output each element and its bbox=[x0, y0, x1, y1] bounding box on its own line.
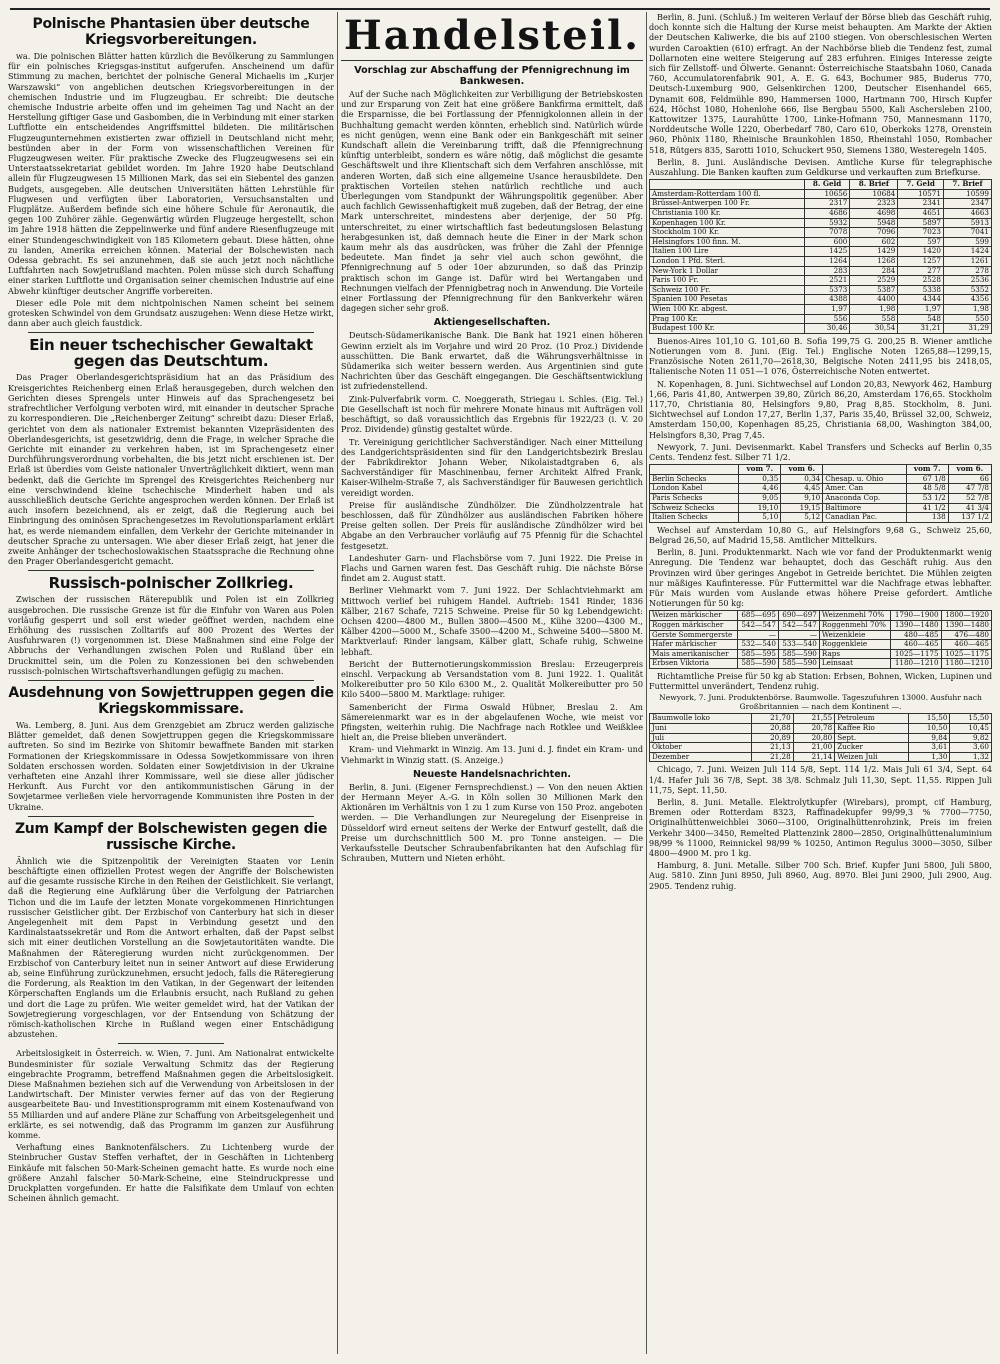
newyork-cell: 137 1/2 bbox=[948, 513, 991, 523]
cotton-table bbox=[649, 713, 992, 762]
article-title-pfennig: Vorschlag zur Abschaffung der Pfennigrechnung im Bankwesen. bbox=[354, 65, 630, 87]
devisen-col-header bbox=[650, 180, 805, 190]
devisen-cell: 2347 bbox=[943, 199, 991, 209]
devisen-cell: 277 bbox=[898, 266, 944, 276]
cotton-cell: 3,61 bbox=[908, 743, 950, 753]
cotton-cell: 15,50 bbox=[908, 714, 950, 724]
devisen-row bbox=[650, 209, 992, 219]
devisen-cell: 278 bbox=[943, 266, 991, 276]
devisen-cell: 558 bbox=[850, 314, 898, 324]
produce-cell: 532—540 bbox=[738, 640, 779, 650]
cotton-cell: Dezember bbox=[650, 752, 752, 762]
produce-cell: Roggenkleie bbox=[819, 640, 890, 650]
devisen-cell: 2536 bbox=[943, 276, 991, 286]
newyork-exchange: Newyork, 7. Juni. Devisenmarkt. Kabel Transfers und Schecks auf Berlin 0,35 Cents. Tendenz fest. Silber 71 1/2. bbox=[649, 441, 992, 462]
article-divider bbox=[28, 816, 314, 817]
devisen-cell: 1424 bbox=[943, 247, 991, 257]
newyork-col-header: vom 6. bbox=[948, 465, 991, 475]
devisen-cell: 7096 bbox=[850, 228, 898, 238]
devisen-cell: 1268 bbox=[850, 257, 898, 267]
cotton-cell: 21,70 bbox=[752, 714, 794, 724]
produce-market: Berlin, 8. Juni. Produktenmarkt. Nach wie vor fand der Produktenmarkt wenig Anregung. Die Tendenz war behauptet, doch das Geschäft ruhig. Aus den Provinzen wird über geringes Angebot in Getreide berichtet. Die Mühlen zeigten nur mäßiges Kaufinteresse. Für Futtermittel war die Nachfrage etwas lebhafter. Für Mais wurden vom Auslande etwas höhere Preise gefordert. Amtliche Notierungen für 50 kg: bbox=[649, 547, 992, 609]
produce-cell: 476—480 bbox=[941, 630, 991, 640]
column-right bbox=[649, 12, 992, 1354]
produce-cell: 460—465 bbox=[941, 640, 991, 650]
newyork-table-header bbox=[650, 465, 992, 475]
devisen-cell: 1257 bbox=[898, 257, 944, 267]
devisen-row bbox=[650, 228, 992, 238]
column-middle bbox=[341, 12, 643, 1354]
devisen-cell: 5897 bbox=[898, 218, 944, 228]
produce-cell: 690—697 bbox=[778, 611, 819, 621]
cotton-table-body bbox=[650, 714, 992, 762]
devisen-cell: 10571 bbox=[898, 189, 944, 199]
produce-notes: Richtamtliche Preise für 50 kg ab Station: Erbsen, Bohnen, Wicken, Lupinen und Futtermittel unverändert, Tendenz ruhig. bbox=[649, 670, 992, 692]
devisen-cell: 5338 bbox=[898, 285, 944, 295]
devisen-cell: 5387 bbox=[850, 285, 898, 295]
cotton-cell: Petroleum bbox=[835, 714, 909, 724]
produce-cell: Gerste Sommergerste bbox=[650, 630, 738, 640]
newyork-cell: 9,05 bbox=[739, 493, 781, 503]
cotton-cell: 10,45 bbox=[950, 723, 992, 733]
devisen-col-header: 7. Brief bbox=[943, 180, 991, 190]
produce-cell: 533—540 bbox=[778, 640, 819, 650]
cotton-cell: 21,55 bbox=[793, 714, 835, 724]
cotton-cell: Baumwolle loko bbox=[650, 714, 752, 724]
cotton-cell: 20,89 bbox=[752, 733, 794, 743]
article-text-church: Ähnlich wie die Spitzenpolitik der Vereinigten Staaten vor Lenin beschäftigte einen offiziellen Protest wegen der Angriffe der Bolschewisten auf die gesamte russische Kirche in den Reihen der Geistlichkeit. Sie verlangt, daß die Regierung eine Aufklärung über die Verfolgung der Patriarchen Tichon und die im Laufe der letzten Monate vorgekommenen Hinrichtungen russischer Geistlicher gibt. Der Erzbischof von Canterbury hat sich in dieser Angelegenheit mit dem Papst in Verbindung gesetzt und den Kardinalstaatssekretär und Rom die Antwort erhalten, daß der Papst selbst sich mit einer deutlichen Vorstellung an die Sowjetautoritäten wandte. Die Maßnahmen der Räteregierung wurden nicht zurückgenommen. Der Erzbischof von Canterbury leitet nun in seiner Antwort auf diese Erwiderung ab, seine Einführung zurückzunehmen, ersucht jedoch, falls die Räteregierung die Forderung, als Reaktion im den Vatikan, in der Gegenwart der leitenden Körperschaften Englands um die Erlaubnis ersucht, nach Rußland zu gehen und dort die Lage zu prüfen. Wie weiter gemeldet wird, hat der Vatikan der Sowjetregierung vorgeschlagen, vor der Entsendung von Schätzung der römisch-katholischen Kirche in Rußland wegen einer Entschädigung abzustehen. bbox=[8, 855, 334, 1040]
devisen-cell: 1261 bbox=[943, 257, 991, 267]
produce-cell: Mais amerikanischer bbox=[650, 649, 738, 659]
newyork-cell: Baltimore bbox=[823, 503, 907, 513]
devisen-cell: London 1 Pfd. Sterl. bbox=[650, 257, 805, 267]
cotton-cell: 21,28 bbox=[752, 752, 794, 762]
newyork-cell: 66 bbox=[948, 474, 991, 484]
devisen-cell: New-York 1 Dollar bbox=[650, 266, 805, 276]
devisen-cell: 2521 bbox=[804, 276, 850, 286]
devisen-cell: 5373 bbox=[804, 285, 850, 295]
news-bank: Deutsch-Südamerikanische Bank. Die Bank hat 1921 einen höheren Gewinn erzielt als im Vorjahre und wird 20 Proz. (10 Proz.) Dividende ausschütten. Die Bank erwartet, daß die Währungsverhältnisse in Südamerika sich weiter bessern werden. Aus Argentinien sind gute Nachrichten über das Geschäft eingegangen. Die Geschäftsentwicklung ist zufriedenstellend. bbox=[341, 330, 643, 392]
produce-cell: Roggenmehl 70% bbox=[819, 620, 890, 630]
devisen-cell: 4388 bbox=[804, 295, 850, 305]
produce-cell: 1390—1480 bbox=[891, 620, 941, 630]
produce-table-body bbox=[650, 611, 992, 669]
devisen-cell: 2528 bbox=[898, 276, 944, 286]
devisen-row bbox=[650, 276, 992, 286]
metals-berlin: Berlin, 8. Juni. Metalle. Elektrolytkupfer (Wirebars), prompt, cif Hamburg, Bremen oder Rotterdam 8323, Raffinadekupfer 99/99,3 % 7700—7750, Originalhüttenweichblei 3060—3100, Originalhüttenrohzink, Preis im freien Verkehr 3400—3450, Remelted Plattenzink 2800—2850, Originalhüttenaluminium 98/99 % 11000, Reinnickel 98/99 % 10250, Antimon Regulus 3000—3050, Silber 4800—4900 M. pro 1 kg. bbox=[649, 796, 992, 858]
section-subhead-latest: Neueste Handelsnachrichten. bbox=[412, 768, 572, 780]
produce-cell: 460—465 bbox=[891, 640, 941, 650]
devisen-cell: 1,98 bbox=[850, 304, 898, 314]
devisen-cell: 4356 bbox=[943, 295, 991, 305]
newyork-cell: 19,10 bbox=[739, 503, 781, 513]
column-divider-2 bbox=[646, 12, 647, 1354]
devisen-cell: Schweiz 100 Fr. bbox=[650, 285, 805, 295]
section-subhead-companies: Aktiengesellschaften. bbox=[433, 317, 551, 329]
cotton-cell: 9,84 bbox=[908, 733, 950, 743]
article-title-polish-fantasies: Polnische Phantasien über deutsche Kriegsvorbereitungen. bbox=[32, 16, 310, 48]
produce-cell: Roggen märkischer bbox=[650, 620, 738, 630]
devisen-cell: 599 bbox=[943, 237, 991, 247]
news-market: Kram- und Viehmarkt in Winzig. Am 13. Juni d. J. findet ein Kram- und Viehmarkt in Winzig statt. (S. Anzeige.) bbox=[341, 744, 643, 765]
newyork-table-body bbox=[650, 474, 992, 522]
cotton-cell: 10,50 bbox=[908, 723, 950, 733]
produce-row bbox=[650, 620, 992, 630]
devisen-cell: 1425 bbox=[804, 247, 850, 257]
newyork-cell: London Kabel bbox=[650, 484, 739, 494]
devisen-cell: Italien 100 Lire bbox=[650, 247, 805, 257]
cotton-cell: Kaffee Rio bbox=[835, 723, 909, 733]
devisen-cell: 550 bbox=[943, 314, 991, 324]
metals-hamburg: Hamburg, 8. Juni. Metalle. Silber 700 Sch. Brief. Kupfer Juni 5800, Juli 5800, Aug. 5810. Zinn Juni 8950, Juli 8960, Aug. 8970. Blei Juni 2900, Juli 2900, Aug. 2905. Tendenz ruhig. bbox=[649, 860, 992, 891]
newyork-cell: 67 1/8 bbox=[906, 474, 948, 484]
produce-cell: — bbox=[738, 630, 779, 640]
newyork-cell: Chesap. u. Ohio bbox=[823, 474, 907, 484]
devisen-cell: Kopenhagen 100 Kr. bbox=[650, 218, 805, 228]
produce-cell: Leinsaat bbox=[819, 659, 890, 669]
cotton-cell: Sept. bbox=[835, 733, 909, 743]
newyork-cell: Anaconda Cop. bbox=[823, 493, 907, 503]
devisen-cell: 4400 bbox=[850, 295, 898, 305]
devisen-cell: 2323 bbox=[850, 199, 898, 209]
devisen-col-header: 8. Brief bbox=[850, 180, 898, 190]
newyork-cell: 0,34 bbox=[781, 474, 823, 484]
newyork-cell: 138 bbox=[906, 513, 948, 523]
produce-cell: 1790—1900 bbox=[891, 611, 941, 621]
cotton-cell: Oktober bbox=[650, 743, 752, 753]
devisen-cell: 2317 bbox=[804, 199, 850, 209]
produce-cell: 585—590 bbox=[778, 649, 819, 659]
newyork-cell: 41 3/4 bbox=[948, 503, 991, 513]
newyork-cell: Amer. Can bbox=[823, 484, 907, 494]
news-cattle: Berliner Viehmarkt vom 7. Juni 1922. Der Schlachtviehmarkt am Mittwoch verlief bei ruhigem Handel. Auftrieb: 1541 Rinder, 1836 Kälber, 2167 Schafe, 7215 Schweine. Preise für 50 kg Lebendgewicht: Ochsen 4200—4800 M., Bullen 3800—4500 M., Kühe 3200—4300 M., Kälber 4200—5000 M., Schafe 3500—4200 M., Schweine 5400—5800 M. Marktverlauf: Rinder langsam, Kälber glatt, Schafe ruhig, Schweine lebhaft. bbox=[341, 585, 643, 657]
produce-cell: Hafer märkischer bbox=[650, 640, 738, 650]
devisen-cell: 4651 bbox=[898, 209, 944, 219]
devisen-cell: 30,54 bbox=[850, 324, 898, 334]
produce-cell: 480—485 bbox=[891, 630, 941, 640]
cotton-cell: 21,13 bbox=[752, 743, 794, 753]
devisen-cell: Wien 100 Kr. abgest. bbox=[650, 304, 805, 314]
newyork-cell: 19,15 bbox=[781, 503, 823, 513]
devisen-cell: 5913 bbox=[943, 218, 991, 228]
article-title-customs-war: Russisch-polnischer Zollkrieg. bbox=[48, 574, 294, 593]
newyork-cell: 48 5/8 bbox=[906, 484, 948, 494]
newyork-row bbox=[650, 513, 992, 523]
news-experts: Tr. Vereinigung gerichtlicher Sachverständiger. Nach einer Mitteilung des Landgerichtspräsidenten sind für den Landgerichtsbezirk Breslau der Fabrikdirektor Johann Weber, Nikolaistadtgraben 6, als Sachverständiger für Maschinenbau, ferner Architekt Alfred Frank, Kaiser-Wilhelm-Straße 7, als Sachverständiger für Bauwesen gerichtlich vereidigt worden. bbox=[341, 436, 643, 498]
article-divider bbox=[28, 680, 314, 681]
newyork-cell: 4,46 bbox=[739, 484, 781, 494]
newyork-table bbox=[649, 464, 992, 523]
newyork-cell: 53 1/2 bbox=[906, 493, 948, 503]
devisen-cell: Christiania 100 Kr. bbox=[650, 209, 805, 219]
newyork-row bbox=[650, 493, 992, 503]
article-title-church: Zum Kampf der Bolschewisten gegen die russische Kirche. bbox=[14, 820, 328, 853]
devisen-table-header bbox=[650, 180, 992, 190]
article-text-forger: Verhaftung eines Banknotenfälschers. Zu Lichtenberg wurde der Steinbrucher Gustav Steffen verhaftet, der in Geschäften in Lichtenberg Einkäufe mit falschen 50-Mark-Scheinen gemacht hatte. Es wurde noch eine größere Anzahl falscher 50-Mark-Scheine, eine Steindruckpresse und Druckplatten vorgefunden. Er hatte die Falsifikate dem Umlauf von echten Scheinen ähnlich gemacht. bbox=[8, 1142, 334, 1204]
column-left bbox=[8, 12, 334, 1354]
nordic-exchange: N. Kopenhagen, 8. Juni. Sichtwechsel auf London 20,83, Newyork 462, Hamburg 1,66, Paris 41,80, Antwerpen 39,80, Zürich 86,20, Amsterdam 176,65. Stockholm 117,70, Christiania 80, Helsingfors 9,80, Prag 8,85. Stockholm, 8. Juni. Sichtwechsel auf London 17,27, Berlin 1,37, Paris 35,40, Brüssel 32,00, Schweiz, Amsterdam 150,00, Kopenhagen 85,25, Christiania 68,00, Washington 384,00, Helsingfors 8,30, Prag 7,45. bbox=[649, 378, 992, 440]
devisen-cell: 7078 bbox=[804, 228, 850, 238]
devisen-cell: 283 bbox=[804, 266, 850, 276]
devisen-cell: Spanien 100 Pesetas bbox=[650, 295, 805, 305]
cotton-row bbox=[650, 752, 992, 762]
produce-cell: 1390—1480 bbox=[941, 620, 991, 630]
newyork-cell: 52 7/8 bbox=[948, 493, 991, 503]
devisen-cell: 1420 bbox=[898, 247, 944, 257]
article-divider bbox=[118, 1043, 224, 1044]
devisen-cell: 1429 bbox=[850, 247, 898, 257]
devisen-col-header: 7. Geld bbox=[898, 180, 944, 190]
newyork-cell: Canadian Pac. bbox=[823, 513, 907, 523]
column-divider-1 bbox=[337, 12, 338, 1354]
devisen-cell: 4686 bbox=[804, 209, 850, 219]
cotton-heading: Newyork, 7. Juni. Produktenbörse. Baumwolle. Tageszufuhren 13000. Ausfuhr nach Großbritannien — nach dem Kontinent —. bbox=[659, 693, 982, 712]
cotton-cell: Juni bbox=[650, 723, 752, 733]
article-text-customs-war: Zwischen der russischen Räterepublik und Polen ist ein Zollkrieg ausgebrochen. Die russische Grenze ist für die Einfuhr von Waren aus Polen vorläufig gesperrt und soll erst wieder geöffnet werden, nachdem eine Erhöhung des russischen Zolltarifs auf 800 Prozent des Wertes der Ausfuhrwaren (!) vorgenommen ist. Diese Maßnahmen sind eine Folge der Abbruchs der Verhandlungen zwischen Polen und Rußland über ein Druckmittel sein, um die Polen zu Konzessionen bei den schwebenden russisch-polnischen Wirtschaftsverhandlungen gefügig zu machen. bbox=[8, 594, 334, 676]
devisen-table-body bbox=[650, 189, 992, 333]
devisen-cell: 7023 bbox=[898, 228, 944, 238]
newyork-cell: 5,12 bbox=[781, 513, 823, 523]
exchange-notes: Wechsel auf Amsterdam 10,80 G., auf Helsingfors 9,68 G., Schweiz 25,60, Belgrad 26,50, auf Madrid 15,58. Amtlicher Mittelkurs. bbox=[649, 524, 992, 545]
cotton-cell: 1,30 bbox=[908, 752, 950, 762]
news-seed: Samenbericht der Firma Oswald Hübner, Breslau 2. Am Sämereienmarkt war es in der abgelaufenen Woche, wie meist vor Pfingsten, weiterhin ruhig. Die Nachfrage nach Rotklee und Weißklee hielt an, die Preise blieben unverändert. bbox=[341, 701, 643, 743]
devisen-col-header: 8. Geld bbox=[804, 180, 850, 190]
news-zinc: Zink-Pulverfabrik vorm. C. Noeggerath, Striegau i. Schles. (Eig. Tel.) Die Gesellschaft ist noch für mehrere Monate hinaus mit Aufträgen voll beschäftigt, so daß voraussichtlich das Ergebnis für 1922/23 (i. V. 20 Proz. Dividende) günstig gestaltet würde. bbox=[341, 393, 643, 435]
devisen-cell: 548 bbox=[898, 314, 944, 324]
cotton-cell: 20,88 bbox=[752, 723, 794, 733]
produce-cell: 585—595 bbox=[738, 649, 779, 659]
devisen-cell: 5932 bbox=[804, 218, 850, 228]
devisen-cell: 10656 bbox=[804, 189, 850, 199]
cotton-cell: 21,00 bbox=[793, 743, 835, 753]
newyork-cell: 9,10 bbox=[781, 493, 823, 503]
devisen-row bbox=[650, 324, 992, 334]
produce-cell: — bbox=[778, 630, 819, 640]
devisen-cell: 10684 bbox=[850, 189, 898, 199]
produce-cell: Erbsen Viktoria bbox=[650, 659, 738, 669]
devisen-cell: 7041 bbox=[943, 228, 991, 238]
produce-cell: 1800—1920 bbox=[941, 611, 991, 621]
devisen-row bbox=[650, 257, 992, 267]
newyork-cell: 41 1/2 bbox=[906, 503, 948, 513]
newyork-cell: 47 7/8 bbox=[948, 484, 991, 494]
cotton-row bbox=[650, 714, 992, 724]
masthead-rule bbox=[341, 60, 643, 61]
devisen-cell: 31,29 bbox=[943, 324, 991, 334]
produce-cell: 1025—1175 bbox=[941, 649, 991, 659]
produce-cell: 542—547 bbox=[778, 620, 819, 630]
newyork-col-header bbox=[650, 465, 739, 475]
cotton-cell: 21,14 bbox=[793, 752, 835, 762]
cotton-cell: Zucker bbox=[835, 743, 909, 753]
newyork-col-header: vom 7. bbox=[906, 465, 948, 475]
produce-cell: 585—590 bbox=[778, 659, 819, 669]
article-text-pfennig: Auf der Suche nach Möglichkeiten zur Verbilligung der Betriebskosten und zur Ersparung von Zeit hat eine größere Bankfirma ermittelt, daß die Ersparnisse, die bei Fortlassung der Pfennigkolonnen allein in der Buchhaltung gemacht werden könnten, erheblich sind. Natürlich würde es nicht genügen, wenn eine Bank oder ein Bankgeschäft mit seiner Kundschaft allein die Vereinbarung trifft, daß die Pfennigrechnung künftig unterbleibt, sondern es wäre nötig, daß möglichst die gesamte Geschäftswelt und ihre Klientschaft sich dem Verfahren anschlösse, mit anderen Worten, daß sich eine allgemeine Usance herausbildete. Den praktischen Vorteilen stehen natürlich rechtliche und auch Überlegungen vom Standpunkt der Währungspolitik gegenüber. Aber auch fachlich Gewissenhaftigkeit muß zugeben, daß der Betrag, der eine Mark unterschreitet, mindestens aber derjenige, der 50 Pfg. unterschreitet, zu einer wirtschaftlich fast bedeutungslosen Belastung herabgesunken ist, daß demnach heute die Einer in der Mark schon kaum mehr als das ausdrücken, was früher die Zahl der Pfennige bedeutete. Man findet ja sehr viel auch schon gewöhnt, die Pfennigrechnung auf 5 oder 10er abzurunden, so daß das Prinzip praktisch schon im Gange ist. Dafür wird bei Wertangaben und Rechnungen vielfach der Pfennigbetrag noch in Anwendung. Die Vorteile einer Fortlassung der Pfennigrechnung für den Bankverkehr wären dagegen sicher sehr groß. bbox=[341, 89, 643, 314]
newyork-cell: Berlin Schecks bbox=[650, 474, 739, 484]
devisen-cell: Budapest 100 Kr. bbox=[650, 324, 805, 334]
article-divider bbox=[28, 332, 314, 333]
cotton-cell: Juli bbox=[650, 733, 752, 743]
devisen-cell: 10599 bbox=[943, 189, 991, 199]
foreign-exchange-notes: Buenos-Aires 101,10 G. 101,60 B. Sofia 199,75 G. 200,25 B. Wiener amtliche Notierungen vom 8. Juni. (Eig. Tel.) Englische Noten 1265,88—1299,15, Französische Noten 2611,70—2618,30, Belgische Noten 2411,95 bis 2418,05, Italienische Noten 11 051—1 076, Österreichische Noten entwertet. bbox=[649, 335, 992, 377]
cotton-cell: 20,78 bbox=[793, 723, 835, 733]
chicago-report: Chicago, 7. Juni. Weizen Juli 114 5/8, Sept. 114 1/2. Mais Juli 61 3/4, Sept. 64 1/4. Hafer Juli 36 7/8, Sept. 38 3/8. Schmalz Juli 11,30, Sept. 11,55. Rippen Juli 11,75, Sept. 11,50. bbox=[649, 764, 992, 795]
newyork-cell: Italien Schecks bbox=[650, 513, 739, 523]
article-title-czech-act: Ein neuer tschechischer Gewaltakt gegen das Deutschtum. bbox=[29, 336, 313, 371]
devisen-cell: 2341 bbox=[898, 199, 944, 209]
news-latest: Berlin, 8. Juni. (Eigener Fernsprechdienst.) — Von den neuen Aktien der Hermann Meyer A.-G. in Köln sollen 30 Millionen Mark den Aktionären im Verhältnis von 1 zu 1 zum Kurse von 150 Proz. angeboten werden. — Die Verhandlungen zur Neuregelung der Eisenpreise in Düsseldorf wird erneut seitens der Werke der Entwurf gestellt, daß die Preise um durchschnittlich 500 M. pro Tonne ansteigen. — Die Verkaufsstelle Deutscher Schraubenfabrikanten hat den Aufschlag für Schrauben, Muttern und Nieten erhöht. bbox=[341, 781, 643, 864]
produce-cell: 1025—1175 bbox=[891, 649, 941, 659]
produce-cell: Raps bbox=[819, 649, 890, 659]
devisen-cell: 30,46 bbox=[804, 324, 850, 334]
newyork-cell: 5,10 bbox=[739, 513, 781, 523]
devisen-cell: Stockholm 100 Kr. bbox=[650, 228, 805, 238]
cotton-cell: Weizen Juli bbox=[835, 752, 909, 762]
cotton-cell: 9,82 bbox=[950, 733, 992, 743]
newyork-cell: 0,35 bbox=[739, 474, 781, 484]
devisen-intro: Berlin, 8. Juni. Ausländische Devisen. Amtliche Kurse für telegraphische Auszahlung. Die Banken kauften zum Geldkurse und verkauften zum Briefkurse. bbox=[649, 156, 992, 178]
produce-row bbox=[650, 659, 992, 669]
produce-table bbox=[649, 610, 992, 669]
cotton-cell: 20,80 bbox=[793, 733, 835, 743]
devisen-cell: Prag 100 Kr. bbox=[650, 314, 805, 324]
devisen-cell: 284 bbox=[850, 266, 898, 276]
produce-cell: Weizen märkischer bbox=[650, 611, 738, 621]
cotton-cell: 3,60 bbox=[950, 743, 992, 753]
devisen-cell: Amsterdam-Rotterdam 100 fl. bbox=[650, 189, 805, 199]
devisen-cell: Helsingfors 100 finn. M. bbox=[650, 237, 805, 247]
news-matches: Preise für ausländische Zündhölzer. Die Zündholzzentrale hat beschlossen, daß für Zündhölzer aus ausländischen Fabriken höhere Preise gelten sollen. Der Preis für ausländische Zündhölzer wird bei Abgabe an den Verbraucher vorläufig auf 75 Pfennig für die Schachtel festgesetzt. bbox=[341, 499, 643, 551]
produce-cell: Weizenmehl 70% bbox=[819, 611, 890, 621]
devisen-cell: 597 bbox=[898, 237, 944, 247]
devisen-cell: 4344 bbox=[898, 295, 944, 305]
devisen-cell: 1264 bbox=[804, 257, 850, 267]
top-rule bbox=[10, 8, 990, 10]
article-text-czech-act: Das Prager Oberlandesgerichtspräsidium hat an das Präsidium des Kreisgerichtes Reichenberg einen Erlaß herausgegeben, durch welchen den Gerichten dieses Sprengels unter Hinweis auf das Sprachengesetz bei strafrechtlicher Verfolgung verboten wird, mit einander in deutscher Sprache zu korrespondieren. Die „Reichenberger Zeitung“ schreibt dazu: Dieser Erlaß, gerichtet von dem als nationaler Extremist bekannten Vizepräsidenten des Oberlandesgerichts, ist gesetzwidrig, denn die Frage, in welcher Sprache die Gerichte mit einander zu verkehren haben, ist im Sprachengesetz einer Durchführungsverordnung vorbehalten, die bis jetzt nicht erschienen ist. Der Erlaß ist überdies vom Geiste nationaler Unverträglichkeit diktiert, wenn man bedenkt, daß die Gerichte im Sprengel des Kreisgerichtes Reichenberg nur eine verschwindend kleine tschechische Minderheit haben und als ausschließlich deutsche Gerichte angesprochen werden können. Der Erlaß ist auch insofern bezeichnend, als er zeigt, daß die Regierung auch bei Einbringung des ominösen Sprachengesetzes im Revolutionsparlament erklärt hat, es werde niemandem einfallen, dem Verkehr der Gerichte miteinander in deutscher Sprache zu untersagen. Wie aber dieser Erlaß zeigt, hat jener die zweite Anhänger der tschechoslowakischen Staatssprache die Rechnung ohne den Prager Oberlandesgericht gemacht. bbox=[8, 372, 334, 567]
produce-cell: 1180—1210 bbox=[941, 659, 991, 669]
devisen-cell: 5352 bbox=[943, 285, 991, 295]
cotton-cell: 15,50 bbox=[950, 714, 992, 724]
devisen-cell: Paris 100 Fr. bbox=[650, 276, 805, 286]
news-butter: Bericht der Butternotierungskommission Breslau: Erzeugerpreis einschl. Verpackung ab Versandstation vom 8. Juni 1922. 1. Qualität Molkereibutter pro 50 Kilo 6300 M., 2. Qualität Molkereibutter pro 50 Kilo 5400—5800 M. Marktlage: ruhiger. bbox=[341, 658, 643, 700]
devisen-cell: 1,98 bbox=[943, 304, 991, 314]
cotton-row bbox=[650, 723, 992, 733]
devisen-cell: 4663 bbox=[943, 209, 991, 219]
article-divider bbox=[28, 570, 314, 571]
article-text-polish-fantasies-end: Dieser edle Pole mit dem nichtpolnischen Namen scheint bei seinem grotesken Schwindel von dem Grundsatz auszugehen: Wenn diese Hetze wirkt, dann aber auch gleich faustdick. bbox=[8, 297, 334, 329]
devisen-cell: 1,97 bbox=[898, 304, 944, 314]
devisen-cell: 31,21 bbox=[898, 324, 944, 334]
devisen-table bbox=[649, 179, 992, 334]
devisen-cell: 602 bbox=[850, 237, 898, 247]
news-flax: Landeshuter Garn- und Flachsbörse vom 7. Juni 1922. Die Preise in Flachs und Garnen waren fest. Das Geschäft ruhig. Die nächste Börse findet am 2. August statt. bbox=[341, 552, 643, 584]
devisen-cell: 1,97 bbox=[804, 304, 850, 314]
article-text-soviet-troops: Wa. Lemberg, 8. Juni. Aus dem Grenzgebiet am Zbrucz werden galizische Blätter gemeldet, daß denen Sowjettruppen gegen die Kriegskommissare auftreten. So sind im Bezirke von Shitomir bewaffnete Banden mit starken Formationen der Kriegskommissare in Odessa Sowjetkommissare von ihren Soldaten erschossen worden. Soldaten einer Sowjetdivision in der Ukraine verhafteten eine Anzahl ihrer Kommissare, weil sie diese aller jüdischer Herkunft. Aus Furcht vor den antikommunistischen Gärung in der Sowjetarmee verließen viele hervorragende Kommunisten ihre Posten in der Ukraine. bbox=[8, 719, 334, 812]
devisen-cell: 5948 bbox=[850, 218, 898, 228]
produce-row bbox=[650, 640, 992, 650]
produce-cell: 1180—1210 bbox=[891, 659, 941, 669]
newyork-cell: Paris Schecks bbox=[650, 493, 739, 503]
newyork-cell: Schweiz Schecks bbox=[650, 503, 739, 513]
article-text-unemployment: Arbeitslosigkeit in Österreich. w. Wien, 7. Juni. Am Nationalrat entwickelte Bundesminister für soziale Verwaltung Schmitz das der Regierung eingebrachte Programm, betreffend Maßnahmen gegen die Arbeitslosigkeit. Diese Maßnahmen beziehen sich auf die Verwendung von Arbeitslosen in der Landwirtschaft. Der Minister verwies ferner auf das von der Regierung ausgearbeitete Bau- und Investitionsprogramm mit einem Kostenaufwand von 55 Milliarden und auf andere Pläne zur Schaffung von Arbeitsgelegenheit und erklärte, es sei notwendig, daß das Programm im ganzen zur Ausführung komme. bbox=[8, 1048, 334, 1141]
produce-cell: 542—547 bbox=[738, 620, 779, 630]
devisen-cell: Brüssel-Antwerpen 100 Fr. bbox=[650, 199, 805, 209]
devisen-cell: 2529 bbox=[850, 276, 898, 286]
exchange-report: Berlin, 8. Juni. (Schluß.) Im weiteren Verlauf der Börse blieb das Geschäft ruhig, doch konnte sich die Haltung der Kurse meist behaupten. Am Markte der Aktien der Deutschen Kaliwerke, die bis auf 2100 stiegen. Von oberschlesischen Werten wurden Caroaktien (610) erfragt. An der Nachbörse blieb die Tendenz fest, zumal Dollarnoten eine weitere Steigerung auf 283 erfuhren. Einiges Interesse zeigte sich für Zellstoff- und Ölwerte. Genannt: Österreichische Staatsbahn 1060, Canada 760, Accumulatorenfabrik 901, A. E. G. 643, Bochumer 985, Buderus 770, Deutsch-Luxemburg 900, Gelsenkirchen 1200, Deutscher Eisenhandel 665, Dynamit 608, Feldmühle 890, Hammersen 1000, Hartmann 700, Hirsch Kupfer 624, Höchst 1080, Hohenlohe 666, Ilse Bergbau 5500, Kali Aschersleben 2100, Kattowitzer 1375, Laurahütte 1700, Linke-Hofmann 750, Mannesmann 1170, Norddeutsche Wolle 1220, Oberbedarf 780, Caro 610, Oberkoks 1278, Orenstein 960, Phönix 1180, Rheinische Braunkohlen 1850, Rheinstahl 1050, Rombacher 518, Rütgers 835, Sarotti 1010, Schuckert 950, Siemens 1380, Westeregeln 1405. bbox=[649, 12, 992, 155]
devisen-cell: 556 bbox=[804, 314, 850, 324]
newyork-col-header: vom 7. bbox=[739, 465, 781, 475]
produce-cell: 585—590 bbox=[738, 659, 779, 669]
devisen-row bbox=[650, 304, 992, 314]
cotton-cell: 1,32 bbox=[950, 752, 992, 762]
produce-cell: 685—695 bbox=[738, 611, 779, 621]
newyork-cell: 4,45 bbox=[781, 484, 823, 494]
article-title-soviet-troops: Ausdehnung von Sowjettruppen gegen die Kriegskommissare. bbox=[8, 684, 334, 717]
newyork-col-header: vom 6. bbox=[781, 465, 823, 475]
article-text-polish-fantasies: wa. Die polnischen Blätter hatten kürzlich die Bevölkerung zu Sammlungen für ein polnisches Kriegsgas-institut aufgerufen. Anscheinend um dafür Stimmung zu machen, berichtet der polnische General Michaelis im „Kurjer Warszawski“ von angeblichen deutschen Kriegsvorbereitungen in der chemischen Industrie und im Flugzeugbau. Er schreibt: Die deutsche chemische Industrie arbeite offen und im geheimen Tag und Nacht an der Herstellung giftiger Gase und Gasbomben, die in Verbindung mit einer starken Luftflotte ein entscheidendes Angriffsmittel bildeten. Die militärischen Flugzeugunternehmen existierten zwar offiziell in Deutschland nicht mehr, bestünden aber in der Form von wissenschaftlichen Vereinen für Flugzeugwesen weiter. Für praktische Zwecke des Flugzeugwesens sei ein Unterstaatssekretariat gebildet worden. Im Jahre 1920 habe Deutschland allein für Flugzeugwesen 15 Millionen Mark, das sei ein Siebentel des ganzen Budgets, ausgegeben. Alle deutschen Universitäten hätten Lehrstühle für Flugwesen und verfügten über Laboratorien, Versuchsanstalten und Flugplätze. Außerdem befinde sich eine höhere Schule für Aeronautik, die gegen 100 Zuhörer zähle. Gegenwärtig würden Flugzeuge hergestellt, schon im Jahre 1918 hätten die Zeppelinwerke und fünf andere Riesenflugzeuge mit einer Stundengeschwindigkeit von 185 Kilometern gebaut. Diese hätten, ohne zu landen, Amerika erreichen können. Material der Bolschewisten nach Odessa gebracht. Es sei anzunehmen, daß sie auch jetzt noch nächtliche Luftfahrten nach Sowjetrußland machten. Polen müsse sich durch Schaffung einer starken Luftflotte und Organisation seiner chemischen Industrie auf eine Abwehr künftiger deutscher Angriffe vorbereiten. bbox=[8, 51, 334, 296]
devisen-cell: 4698 bbox=[850, 209, 898, 219]
devisen-cell: 600 bbox=[804, 237, 850, 247]
cotton-row bbox=[650, 743, 992, 753]
newyork-col-header bbox=[823, 465, 907, 475]
section-masthead: Handelsteil. bbox=[343, 12, 641, 59]
produce-cell: Weizenkleie bbox=[819, 630, 890, 640]
